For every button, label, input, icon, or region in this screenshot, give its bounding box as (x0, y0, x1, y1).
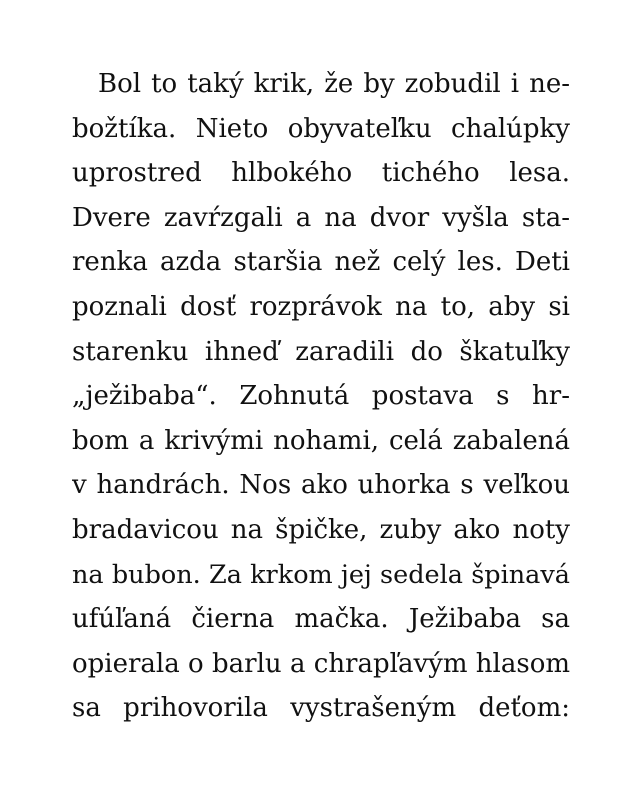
text-line: Dvere zavŕzgali a na dvor vyšla sta- (72, 202, 570, 233)
text-line: bradavicou na špičke, zuby ako noty (72, 514, 570, 545)
text-line: sa prihovorila vystrašeným deťom: (72, 693, 570, 724)
text-line: „ježibaba“. Zohnutá postava s hr- (72, 381, 570, 412)
text-line: božtíka. Nieto obyvateľku chalúpky (72, 113, 570, 144)
text-line: bom a krivými nohami, celá zabalená (72, 425, 570, 456)
text-line: opierala o barlu a chrapľavým hlasom (72, 648, 570, 679)
text-line: renka azda staršia než celý les. Deti (72, 247, 570, 278)
text-line: na bubon. Za krkom jej sedela špinavá (72, 559, 570, 590)
text-line: starenku ihneď zaradili do škatuľky (72, 336, 570, 367)
text-line: uprostred hlbokého tichého lesa. (72, 158, 570, 189)
text-line: ufúľaná čierna mačka. Ježibaba sa (72, 604, 570, 635)
text-line: Bol to taký krik, že by zobudil i ne- (98, 69, 570, 99)
text-line: poznali dosť rozprávok na to, aby si (72, 291, 570, 322)
paragraph (72, 62, 570, 731)
text-line: v handrách. Nos ako uhorka s veľkou (72, 470, 570, 501)
